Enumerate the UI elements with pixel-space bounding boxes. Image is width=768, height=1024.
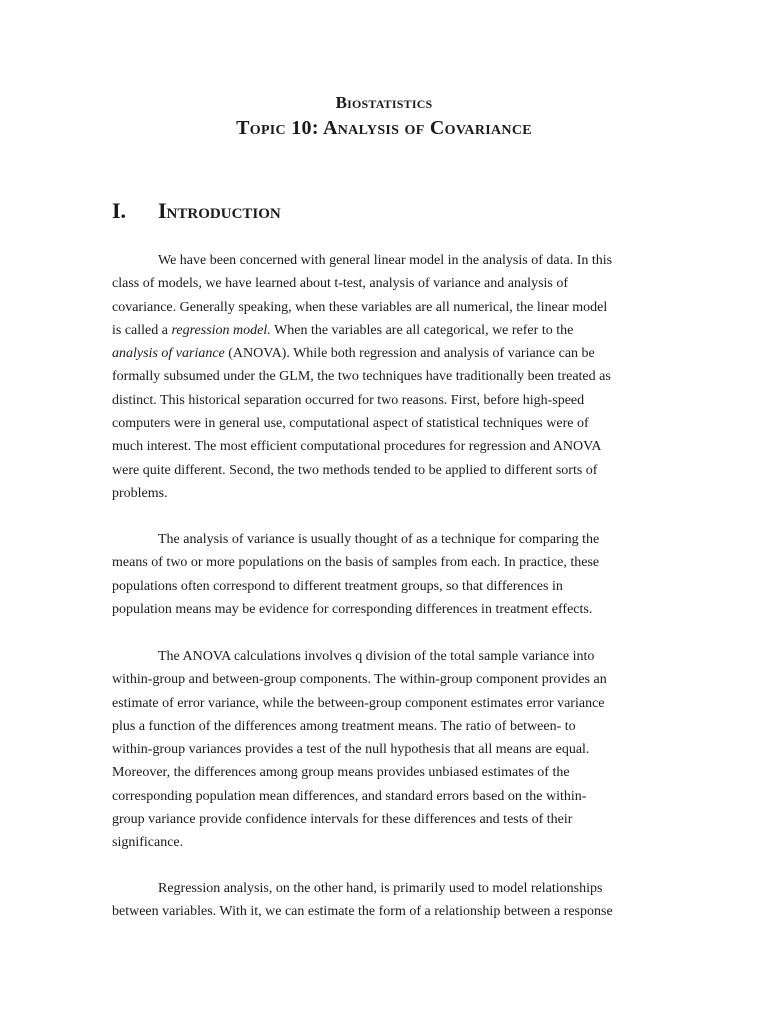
- paragraph-line: We have been concerned with general linear model in the analysis of data. In this: [158, 253, 613, 268]
- paragraph-line: group variance provide confidence intervals for these differences and tests of their: [112, 812, 573, 828]
- paragraph-line: population means may be evidence for corresponding differences in treatment effects.: [112, 601, 593, 617]
- text-run: is called a: [112, 322, 172, 338]
- italic-term: analysis of variance: [112, 346, 225, 362]
- paragraph-line: formally subsumed under the GLM, the two techniques have traditionally been treated as: [112, 369, 611, 385]
- text-run: When the variables are all categorical, we refer to the: [270, 322, 574, 338]
- paragraph-line: much interest. The most efficient computational procedures for regression and ANOVA: [112, 439, 602, 455]
- italic-term: regression model.: [171, 322, 271, 338]
- text-run: (ANOVA). While both regression and analysis of variance can be: [224, 346, 595, 362]
- section-number: I.: [112, 198, 127, 223]
- paragraph-line: within-group variances provides a test of the null hypothesis that all means are equal.: [112, 742, 590, 758]
- paragraph-line: estimate of error variance, while the between-group component estimates error variance: [112, 695, 605, 711]
- paragraph-line: populations often correspond to different treatment groups, so that differences in: [112, 578, 563, 594]
- paragraph-line: computers were in general use, computational aspect of statistical techniques were of: [112, 416, 589, 432]
- paragraph-3: [112, 645, 656, 855]
- paragraph-line: class of models, we have learned about t-test, analysis of variance and analysis of: [112, 276, 569, 292]
- paragraph-line: The ANOVA calculations involves q division of the total sample variance into: [158, 649, 595, 664]
- paragraph-line: [112, 342, 656, 365]
- paragraph-line: between variables. With it, we can estimate the form of a relationship between a response: [112, 904, 613, 920]
- topic-heading: Topic 10: Analysis of Covariance: [236, 117, 532, 139]
- paragraph-2: [112, 528, 656, 621]
- section-title: Introduction: [158, 198, 281, 223]
- paragraph-line: plus a function of the differences among treatment means. The ratio of between- to: [112, 718, 576, 734]
- paragraph-line: significance.: [112, 835, 184, 851]
- paragraph-1: [112, 249, 656, 505]
- paragraph-line: Moreover, the differences among group means provides unbiased estimates of the: [112, 765, 570, 781]
- paragraph-line: were quite different. Second, the two methods tended to be applied to different sorts of: [112, 462, 598, 478]
- paragraph-line: [112, 319, 656, 342]
- paragraph-4: [112, 877, 656, 924]
- paragraph-line: corresponding population mean differences, and standard errors based on the within-: [112, 788, 587, 804]
- subject-heading: Biostatistics: [335, 93, 433, 112]
- paragraph-line: problems.: [112, 485, 168, 501]
- paragraph-line: distinct. This historical separation occurred for two reasons. First, before high-speed: [112, 392, 585, 408]
- paragraph-line: Regression analysis, on the other hand, is primarily used to model relationships: [158, 881, 603, 896]
- section-heading: [112, 198, 281, 224]
- paragraph-line: covariance. Generally speaking, when these variables are all numerical, the linear model: [112, 299, 608, 315]
- paragraph-line: The analysis of variance is usually thought of as a technique for comparing the: [158, 532, 600, 547]
- paragraph-line: within-group and between-group components. The within-group component provides an: [112, 672, 607, 688]
- paragraph-line: means of two or more populations on the basis of samples from each. In practice, these: [112, 555, 600, 571]
